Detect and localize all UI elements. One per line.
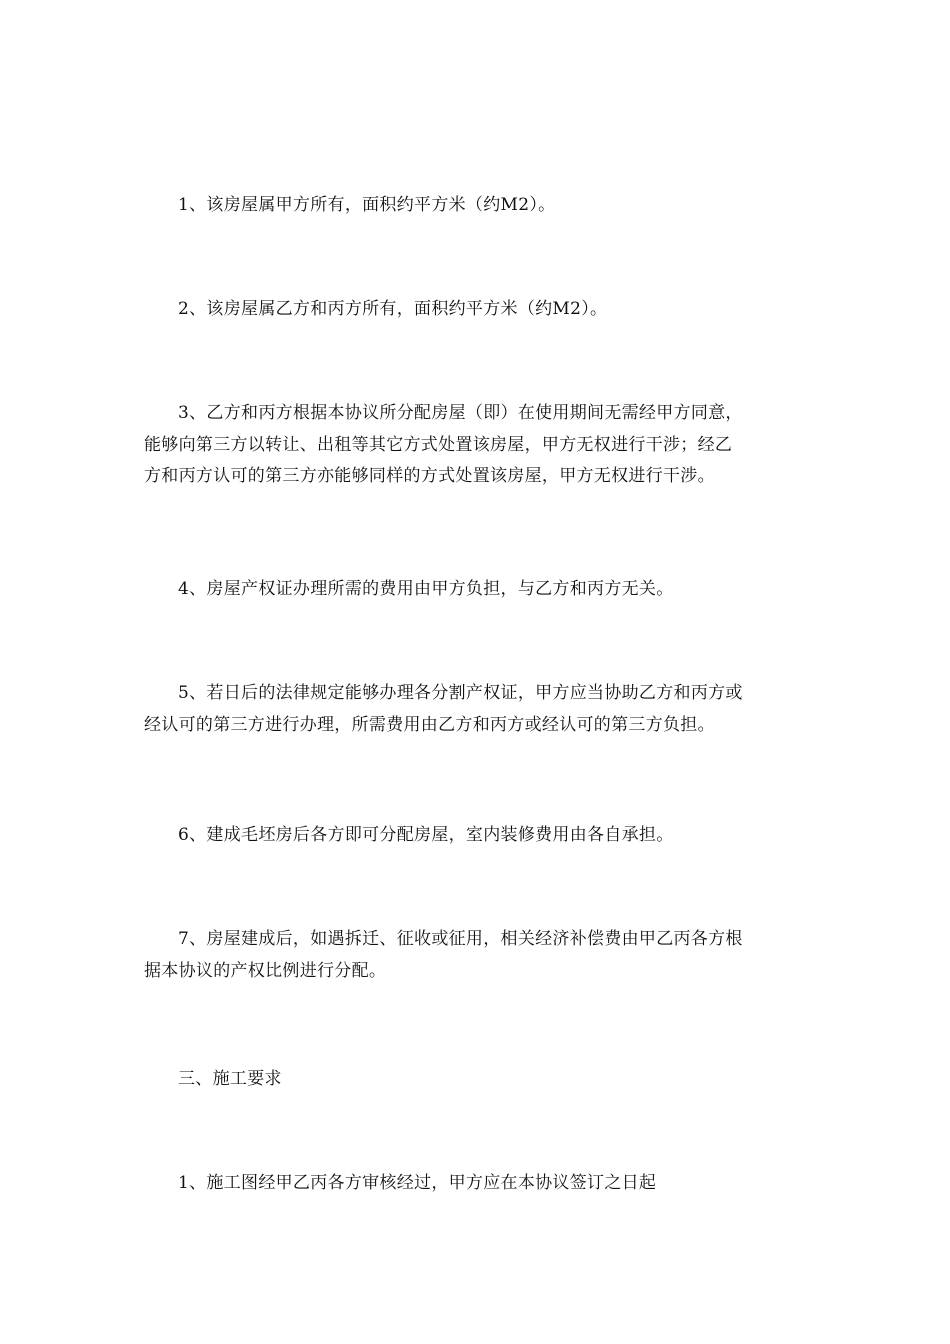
paragraph-line: 3、乙方和丙方根据本协议所分配房屋（即）在使用期间无需经甲方同意，: [178, 403, 743, 423]
clause-6-decoration-costs: [144, 820, 804, 852]
clause-4-certificate-fees: [144, 574, 804, 606]
paragraph-line: 4、房屋产权证办理所需的费用由甲方负担，与乙方和丙方无关。: [178, 579, 674, 599]
paragraph-line: 1、施工图经甲乙丙各方审核经过，甲方应在本协议签订之日起: [178, 1173, 657, 1193]
clause-5-split-certificates: [144, 678, 804, 741]
paragraph-line: 能够向第三方以转让、出租等其它方式处置该房屋，甲方无权进行干涉；经乙: [144, 434, 733, 455]
paragraph-line: 5、若日后的法律规定能够办理各分割产权证，甲方应当协助乙方和丙方或: [178, 683, 743, 703]
paragraph-line: 1、该房屋属甲方所有，面积约平方米（约M2）。: [178, 195, 556, 215]
section-heading: 三、施工要求: [178, 1069, 282, 1089]
paragraph-line: 7、房屋建成后，如遇拆迁、征收或征用，相关经济补偿费由甲乙丙各方根: [178, 929, 743, 949]
paragraph-line: 2、该房屋属乙方和丙方所有，面积约平方米（约M2）。: [178, 299, 608, 319]
paragraph-line: 6、建成毛坯房后各方即可分配房屋，室内装修费用由各自承担。: [178, 825, 674, 845]
construction-clause-1: [144, 1168, 804, 1200]
paragraph-line: 经认可的第三方进行办理，所需费用由乙方和丙方或经认可的第三方负担。: [144, 714, 715, 735]
paragraph-line: 方和丙方认可的第三方亦能够同样的方式处置该房屋，甲方无权进行干涉。: [144, 466, 715, 486]
clause-3-disposal-rights: [144, 398, 804, 493]
clause-7-compensation: [144, 924, 804, 987]
section-heading-construction-requirements: [144, 1064, 804, 1096]
clause-1-ownership-party-a: [144, 190, 804, 222]
paragraph-line: 据本协议的产权比例进行分配。: [144, 960, 387, 981]
clause-2-ownership-party-b-c: [144, 294, 804, 326]
